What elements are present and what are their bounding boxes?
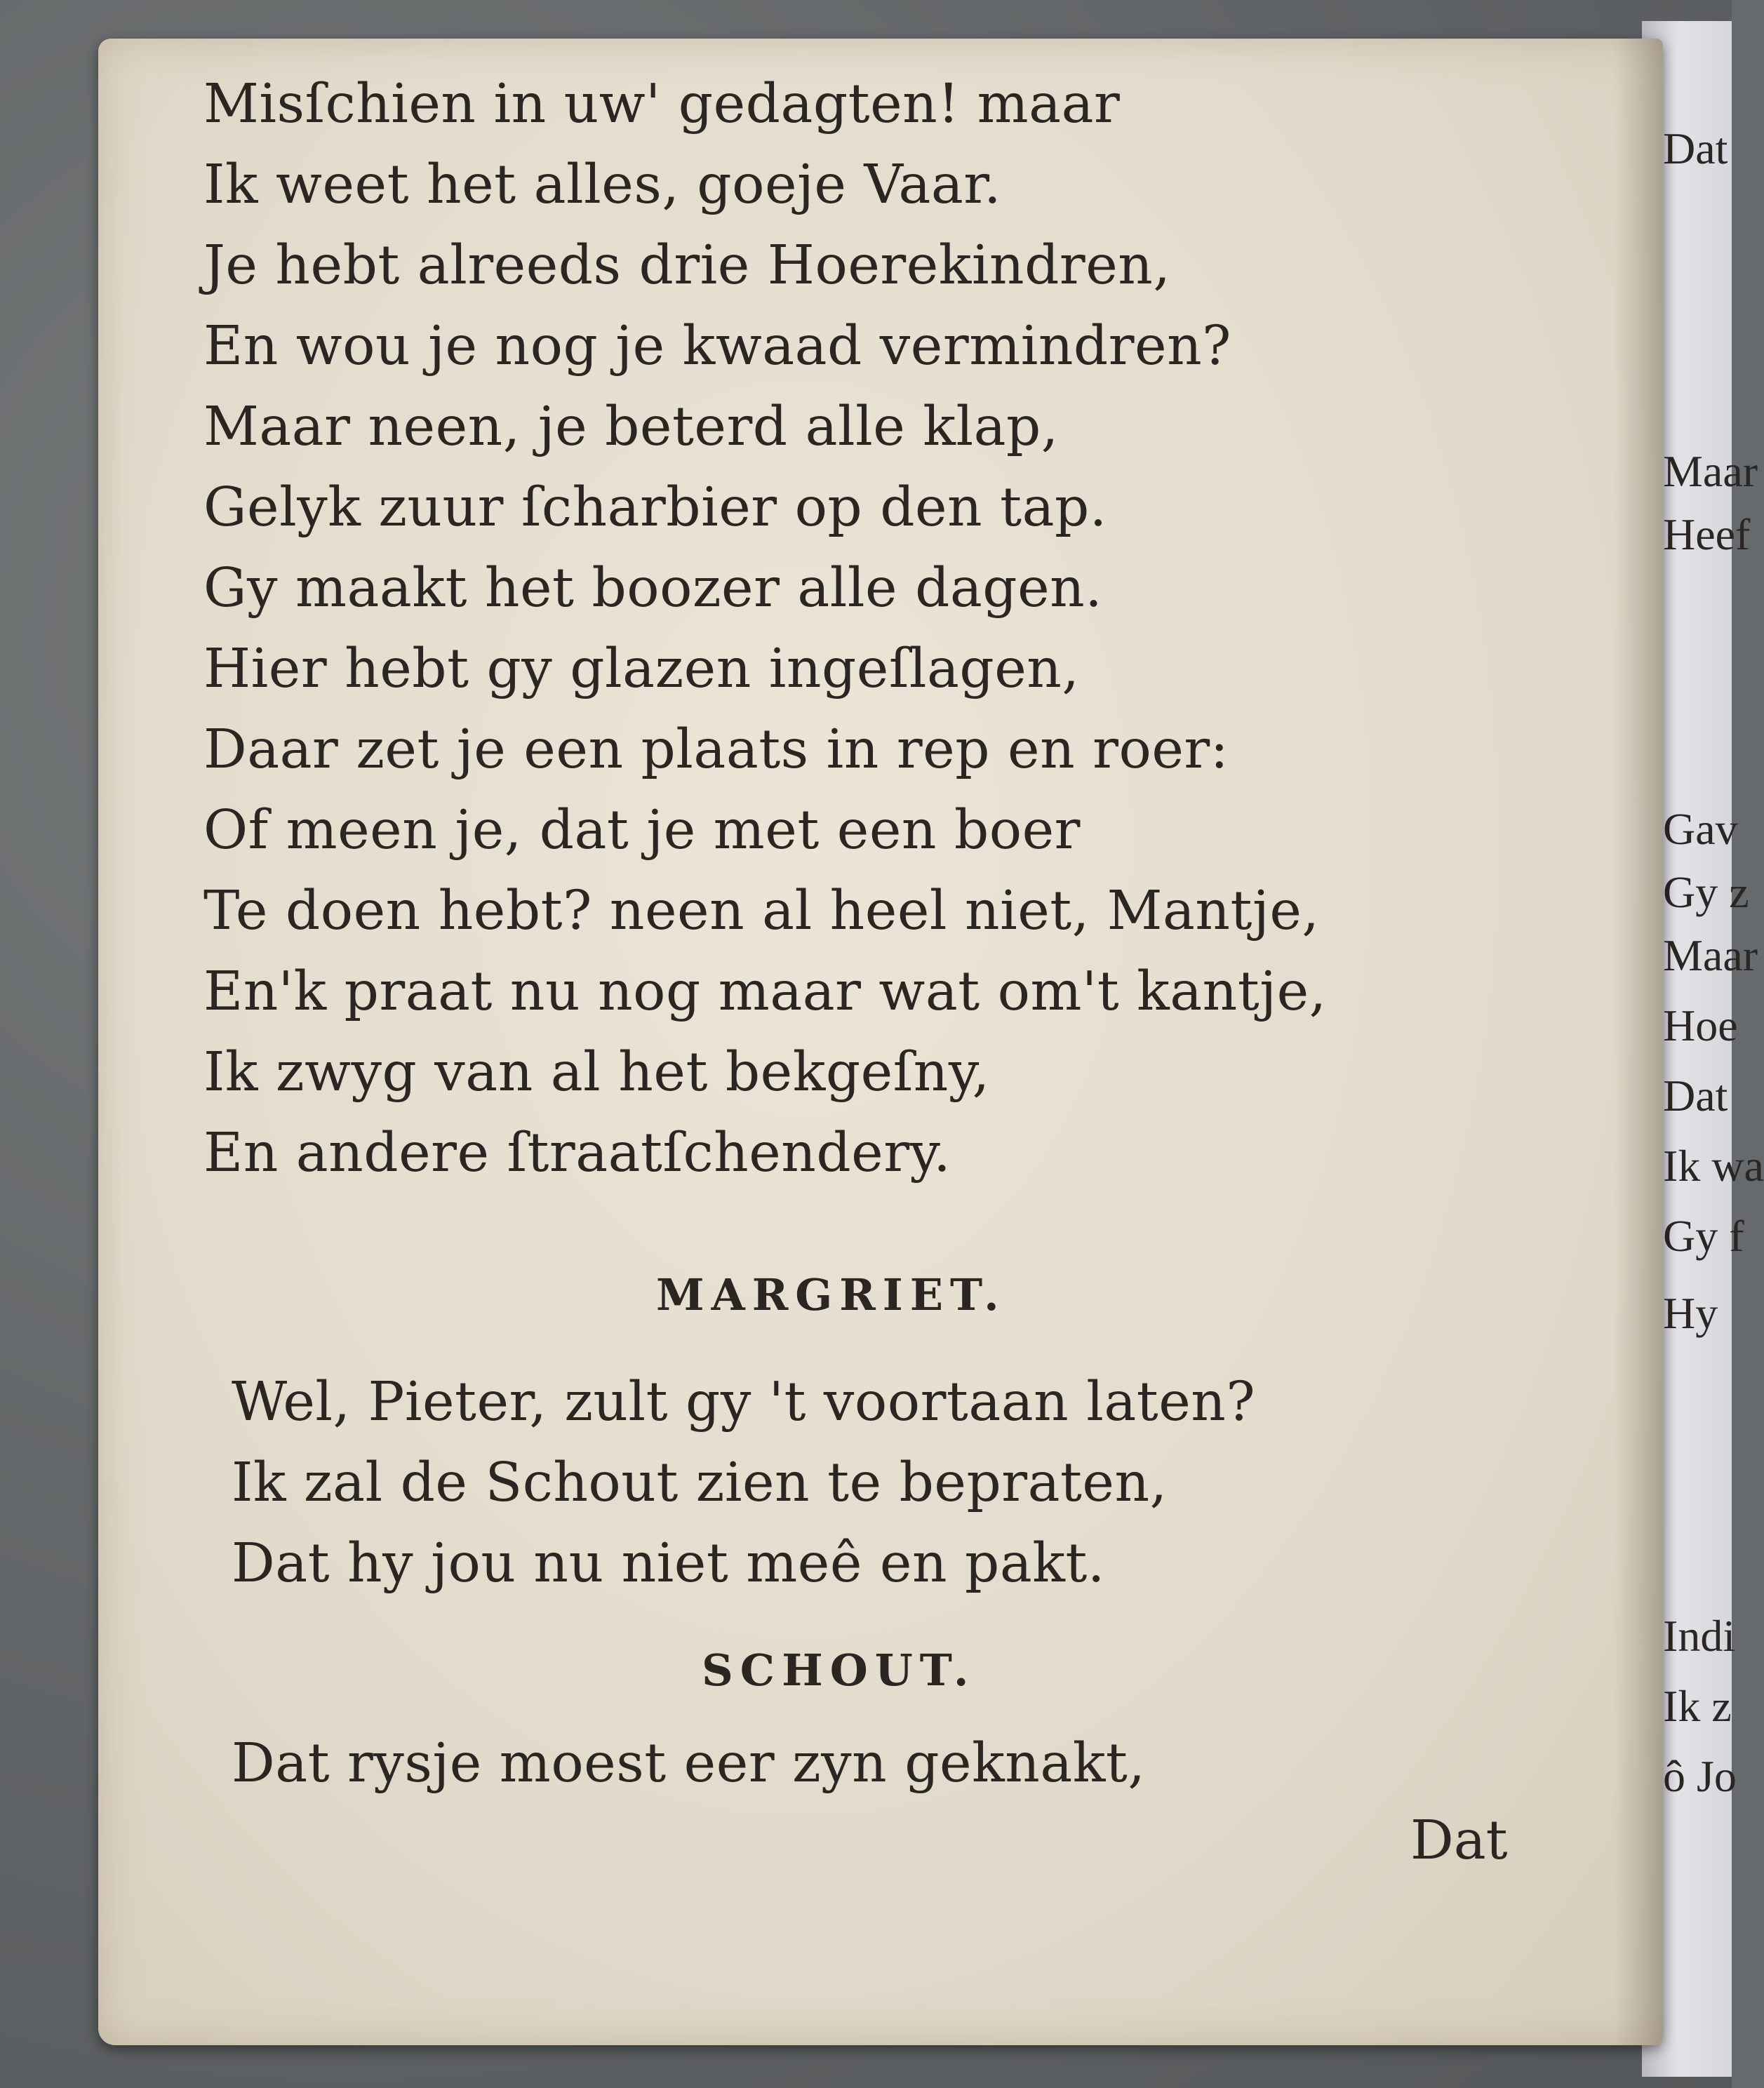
next-page-line: Dat [1663,1071,1728,1120]
verse-line: En wou je nog je kwaad vermindren? [203,315,1231,377]
next-page-line: Maar [1663,930,1758,980]
verse-line: Maar neen, je beterd alle klap, [203,396,1059,458]
verse-line: Of meen je, dat je met een boer [203,799,1081,862]
next-page-line: Heef [1663,509,1751,559]
next-page-line: Gy f [1663,1211,1744,1261]
next-page-line: Gav [1663,804,1738,854]
verse-line: Dat rysje moest eer zyn geknakt, [232,1732,1146,1795]
verse-line: Ik zwyg van al het bekgeſny, [203,1041,990,1104]
verse-line: En andere ſtraatſchendery. [203,1122,951,1184]
next-page-line: Gy z [1663,867,1749,917]
next-page-line: ô Jo [1663,1751,1737,1801]
catchword: Dat [1410,1809,1508,1872]
verse-line: Ik zal de Schout zien te bepraten, [232,1452,1168,1514]
verse-line: En'k praat nu nog maar wat om't kantje, [203,961,1327,1023]
verse-line: Misſchien in uw' gedagten! maar [203,73,1121,135]
verse-line: Je hebt alreeds drie Hoerekindren, [203,234,1171,297]
next-page-line: Ik z [1663,1681,1732,1731]
next-page-line: Indi [1663,1611,1736,1661]
next-page-line: Maar [1663,446,1758,496]
next-page-line: Dat [1663,123,1728,173]
verse-line: Te doen hebt? neen al heel niet, Mantje, [203,880,1320,942]
next-page-line: Ik wa [1663,1141,1764,1191]
next-page-line: Hoe [1663,1001,1738,1050]
verse-line: Wel, Pieter, zult gy 't voortaan laten? [232,1371,1256,1433]
speaker-heading: MARGRIET. [656,1269,1006,1320]
verse-line: Gy maakt het boozer alle dagen. [203,557,1103,620]
speaker-heading: SCHOUT. [702,1645,976,1696]
verse-line: Gelyk zuur ſcharbier op den tap. [203,476,1107,539]
verse-line: Ik weet het alles, goeje Vaar. [203,154,1002,216]
next-page-line: Hy [1663,1288,1718,1338]
verse-line: Hier hebt gy glazen ingeſlagen, [203,638,1080,700]
verse-line: Dat hy jou nu niet meê en pakt. [232,1532,1105,1595]
verse-line: Daar zet je een plaats in rep en roer: [203,718,1229,781]
